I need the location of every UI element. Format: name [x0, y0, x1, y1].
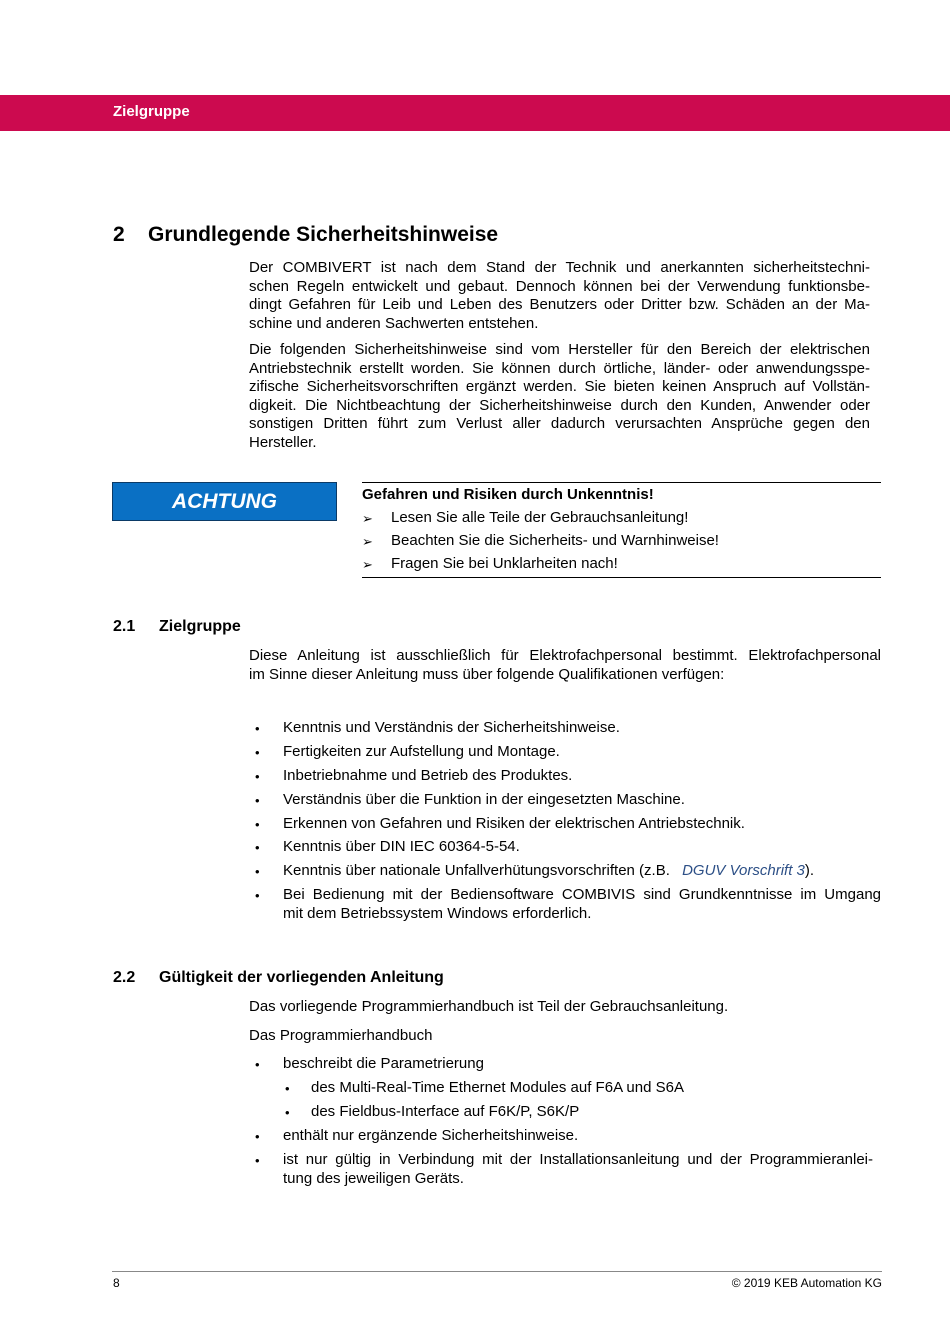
bullet-icon: • — [285, 1105, 290, 1120]
notice-item: Beachten Sie die Sicherheits- und Warnhinweise! — [391, 532, 719, 549]
handbook-item — [283, 1151, 873, 1188]
header-bar — [0, 95, 950, 131]
qualification-item — [283, 862, 814, 881]
section-2-paragraph-1 — [249, 259, 870, 333]
qualification-item: Verständnis über die Funktion in der eingesetzten Maschine. — [283, 791, 685, 808]
text-line: Der COMBIVERT ist nach dem Stand der Technik und anerkannten sicherheitstechni- — [249, 259, 870, 276]
text-line: im Sinne dieser Anleitung muss über folgende Qualifikationen verfügen: — [249, 665, 725, 683]
qualification-item: Erkennen von Gefahren und Risiken der elektrischen Antriebstechnik. — [283, 815, 745, 832]
item-text: Kenntnis über nationale Unfallverhütungsvorschriften (z.B. — [283, 862, 670, 879]
section-2-1-number: 2.1 — [113, 618, 136, 635]
notice-item: Fragen Sie bei Unklarheiten nach! — [391, 555, 618, 572]
text-line: schen Regeln entwickelt und gebaut. Dennoch können bei der Verwendung funktionsbe- — [249, 277, 870, 295]
section-2-2-line-2: Das Programmierhandbuch — [249, 1027, 433, 1044]
footer-copyright: © 2019 KEB Automation KG — [731, 1276, 882, 1290]
qualification-item: Inbetriebnahme und Betrieb des Produktes. — [283, 767, 573, 784]
section-2-paragraph-2 — [249, 341, 870, 452]
section-2-2-title: Gültigkeit der vorliegenden Anleitung — [159, 969, 444, 986]
text-line: Antriebstechnik erstellt worden. Sie können durch örtliche, länder- oder anwendungsspe- — [249, 359, 870, 377]
dguv-link[interactable]: DGUV Vorschrift 3 — [682, 862, 805, 879]
text-line: tung des jeweiligen Geräts. — [283, 1169, 464, 1187]
handbook-subitem: des Multi-Real-Time Ethernet Modules auf F6A und S6A — [311, 1079, 684, 1096]
page-number: 8 — [113, 1276, 120, 1290]
bullet-icon: • — [255, 745, 260, 760]
bullet-icon: • — [255, 888, 260, 903]
bullet-icon: • — [255, 840, 260, 855]
section-2-title: Grundlegende Sicherheitshinweise — [148, 223, 499, 246]
header-title: Zielgruppe — [113, 103, 190, 120]
section-2-1-title: Zielgruppe — [159, 618, 241, 635]
arrow-bullet-icon: ➢ — [362, 511, 373, 526]
qualification-item: Fertigkeiten zur Aufstellung und Montage. — [283, 743, 560, 760]
qualification-item — [283, 886, 881, 923]
section-2-number: 2 — [113, 223, 125, 246]
qualification-item: Kenntnis und Verständnis der Sicherheitshinweise. — [283, 719, 620, 736]
text-line: dingt Gefahren für Leib und Leben des Benutzers oder Dritter bzw. Schäden an der Ma- — [249, 296, 870, 313]
handbook-item: beschreibt die Parametrierung — [283, 1055, 484, 1072]
text-line: zifische Sicherheitsvorschriften ergänzt werden. Sie bieten keinen Anspruch auf Vollstän- — [249, 378, 870, 395]
text-line: Hersteller. — [249, 433, 317, 451]
notice-heading: Gefahren und Risiken durch Unkenntnis! — [362, 486, 654, 503]
text-line: digkeit. Die Nichtbeachtung der Sicherheitshinweise durch den Kunden, Anwender oder — [249, 396, 870, 414]
bullet-icon: • — [255, 1129, 260, 1144]
handbook-subitem: des Fieldbus-Interface auf F6K/P, S6K/P — [311, 1103, 580, 1120]
text-line: schine und anderen Sachwerten entstehen. — [249, 314, 539, 332]
section-2-2-line-1: Das vorliegende Programmierhandbuch ist Teil der Gebrauchsanleitung. — [249, 998, 729, 1015]
notice-bottom-rule — [362, 577, 881, 578]
notice-top-rule — [362, 482, 881, 483]
text-line: mit dem Betriebssystem Windows erforderlich. — [283, 904, 592, 922]
bullet-icon: • — [255, 1153, 260, 1168]
text-line: ist nur gültig in Verbindung mit der Installationsanleitung und der Programmieranlei- — [283, 1151, 873, 1168]
item-text: ). — [804, 862, 815, 879]
section-2-1-intro — [249, 647, 881, 684]
bullet-icon: • — [255, 864, 260, 879]
handbook-item: enthält nur ergänzende Sicherheitshinweise. — [283, 1127, 579, 1144]
text-line: Die folgenden Sicherheitshinweise sind vom Hersteller für den Bereich der elektrischen — [249, 341, 870, 358]
bullet-icon: • — [255, 793, 260, 808]
bullet-icon: • — [255, 817, 260, 832]
achtung-badge — [112, 482, 337, 521]
text-line: Bei Bedienung mit der Bediensoftware COMBIVIS sind Grundkenntnisse im Umgang — [283, 886, 881, 903]
arrow-bullet-icon: ➢ — [362, 534, 373, 549]
bullet-icon: • — [255, 1057, 260, 1072]
section-2-2-number: 2.2 — [113, 969, 136, 986]
text-line: sonstigen Dritten führt zum Verlust aller dadurch verursachten Ansprüche gegen den — [249, 415, 870, 432]
arrow-bullet-icon: ➢ — [362, 557, 373, 572]
achtung-label: ACHTUNG — [172, 490, 277, 513]
text-line: Diese Anleitung ist ausschließlich für Elektrofachpersonal bestimmt. Elektrofachpersonal — [249, 647, 881, 664]
bullet-icon: • — [285, 1081, 290, 1096]
bullet-icon: • — [255, 721, 260, 736]
qualification-item: Kenntnis über DIN IEC 60364-5-54. — [283, 838, 520, 855]
notice-item: Lesen Sie alle Teile der Gebrauchsanleitung! — [391, 509, 689, 526]
footer-rule — [112, 1271, 882, 1272]
bullet-icon: • — [255, 769, 260, 784]
